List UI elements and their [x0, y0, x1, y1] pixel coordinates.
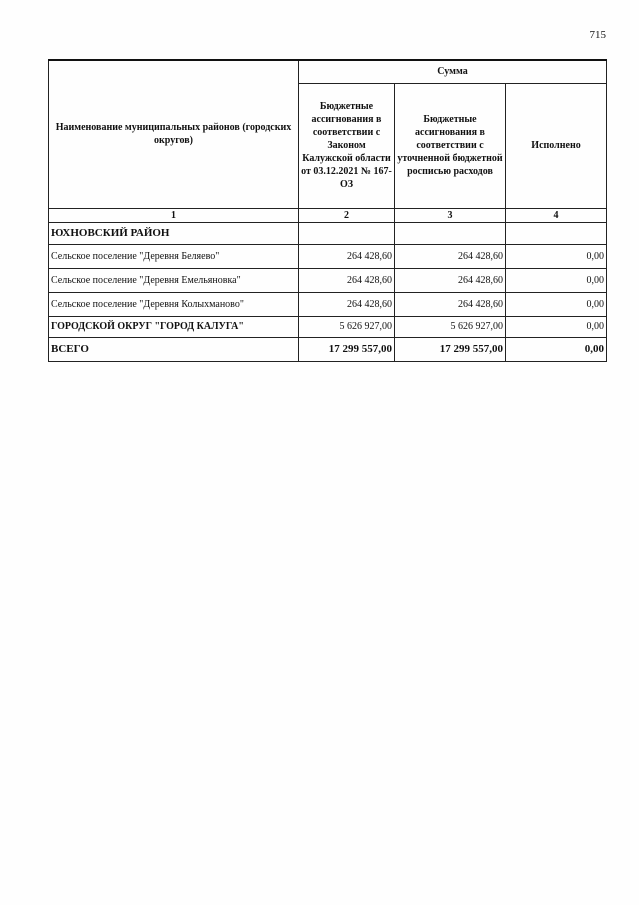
header-sum: Сумма: [299, 60, 607, 83]
city-law: 5 626 927,00: [299, 316, 395, 337]
city-name: ГОРОДСКОЙ ОКРУГ "ГОРОД КАЛУГА": [49, 316, 299, 337]
row-law: 264 428,60: [299, 292, 395, 316]
city-row: [49, 316, 607, 337]
page-number: 715: [589, 29, 606, 41]
header-refined: Бюджетные ассигнования в соответствии с уточненной бюджетной росписью расходов: [395, 83, 506, 208]
region-row: [49, 222, 607, 244]
row-executed: 0,00: [506, 268, 607, 292]
city-refined: 5 626 927,00: [395, 316, 506, 337]
total-refined: 17 299 557,00: [395, 337, 506, 361]
total-name: ВСЕГО: [49, 337, 299, 361]
row-executed: 0,00: [506, 244, 607, 268]
row-name: Сельское поселение "Деревня Колыхманово": [49, 292, 299, 316]
row-name: Сельское поселение "Деревня Емельяновка": [49, 268, 299, 292]
row-name: Сельское поселение "Деревня Беляево": [49, 244, 299, 268]
city-executed: 0,00: [506, 316, 607, 337]
header-executed: Исполнено: [506, 83, 607, 208]
row-refined: 264 428,60: [395, 292, 506, 316]
row-refined: 264 428,60: [395, 244, 506, 268]
row-executed: 0,00: [506, 292, 607, 316]
total-law: 17 299 557,00: [299, 337, 395, 361]
region-name: ЮХНОВСКИЙ РАЙОН: [49, 222, 299, 244]
total-executed: 0,00: [506, 337, 607, 361]
column-number: 3: [395, 208, 506, 222]
column-number: 1: [49, 208, 299, 222]
total-row: [49, 337, 607, 361]
budget-table: [48, 59, 607, 362]
row-refined: 264 428,60: [395, 268, 506, 292]
table-row: [49, 244, 607, 268]
table-row: [49, 292, 607, 316]
header-name: Наименование муниципальных районов (городских округов): [49, 60, 299, 208]
column-numbers-row: [49, 208, 607, 222]
column-number: 4: [506, 208, 607, 222]
row-law: 264 428,60: [299, 244, 395, 268]
column-number: 2: [299, 208, 395, 222]
table-row: [49, 268, 607, 292]
header-law: Бюджетные ассигнования в соответствии с Законом Калужской области от 03.12.2021 № 167-ОЗ: [299, 83, 395, 208]
row-law: 264 428,60: [299, 268, 395, 292]
